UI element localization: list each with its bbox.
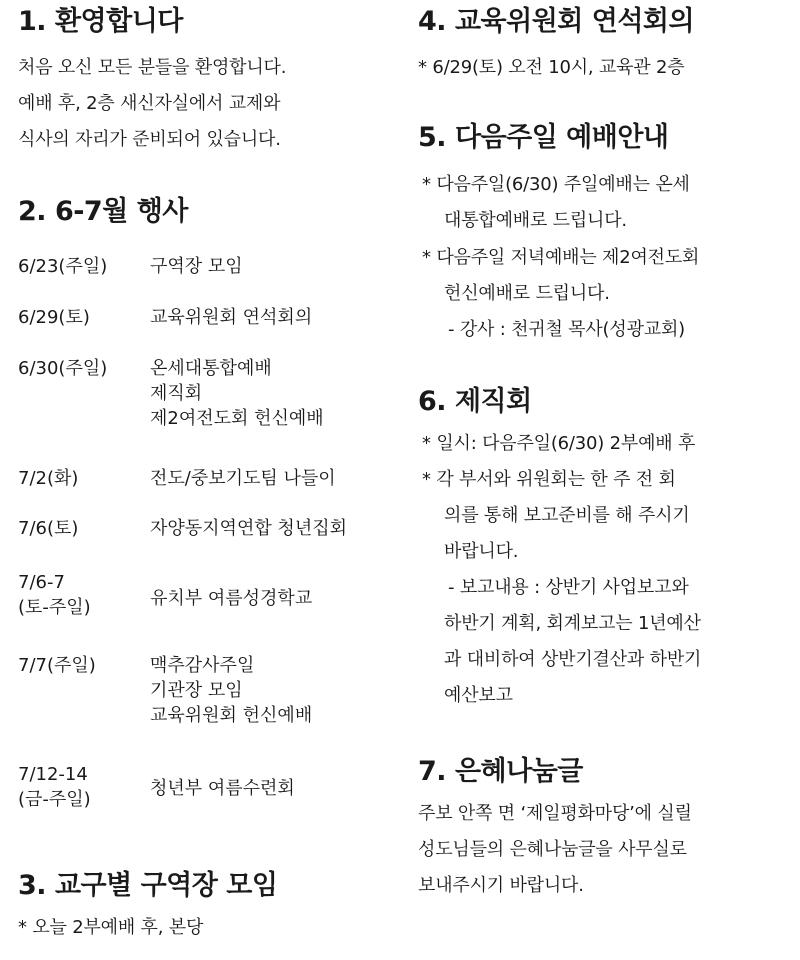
council-bullet-2: * 각 부서와 위원회는 한 주 전 회 의를 통해 보고준비를 해 주시기 바랍니다. <box>422 469 690 562</box>
event-date: 7/2(화) <box>18 468 79 489</box>
grace-heading: 7. 은혜나눔글 <box>418 756 583 787</box>
event-date: 7/6(토) <box>18 518 79 539</box>
education-text <box>418 50 684 86</box>
grace-line: 주보 안쪽 면 ‘제일평화마당’에 실릴 <box>418 803 692 824</box>
council-report-note: - 보고내용 : 상반기 사업보고와 하반기 계획, 회계보고는 1년예산 과 대비하여 상반기결산과 하반기 예산보고 <box>444 577 702 706</box>
district-text <box>18 910 203 946</box>
grace-text <box>418 796 692 904</box>
welcome-text <box>18 50 286 158</box>
welcome-heading: 1. 환영합니다 <box>18 6 183 37</box>
event-desc: 청년부 여름수련회 <box>150 778 295 799</box>
grace-line: 보내주시기 바랍니다. <box>418 875 584 896</box>
event-date: 7/12-14 (금-주일) <box>18 764 91 810</box>
welcome-line: 예배 후, 2층 새신자실에서 교제와 <box>18 93 281 114</box>
event-desc: 전도/중보기도팀 나들이 <box>150 468 336 489</box>
event-desc: 온세대통합예배 제직회 제2여전도회 헌신예배 <box>150 358 324 429</box>
education-heading: 4. 교육위원회 연석회의 <box>418 6 695 37</box>
district-heading: 3. 교구별 구역장 모임 <box>18 870 278 901</box>
event-date: 6/30(주일) <box>18 358 108 379</box>
event-date: 7/7(주일) <box>18 655 96 676</box>
welcome-line: 처음 오신 모든 분들을 환영합니다. <box>18 57 287 78</box>
council-heading: 6. 제직회 <box>418 386 532 417</box>
event-desc: 맥추감사주일 기관장 모임 교육위원회 헌신예배 <box>150 655 313 726</box>
event-desc: 자양동지역연합 청년집회 <box>150 518 347 539</box>
event-desc: 구역장 모임 <box>150 256 243 277</box>
event-date: 6/23(주일) <box>18 256 108 277</box>
education-line: * 6/29(토) 오전 10시, 교육관 2층 <box>418 57 685 78</box>
next-week-bullet-2: * 다음주일 저녁예배는 제2여전도회 헌신예배로 드립니다. - 강사 : 천귀철 목사(성광교회) <box>422 247 700 340</box>
events-heading: 2. 6-7월 행사 <box>18 196 188 227</box>
event-desc: 유치부 여름성경학교 <box>150 588 313 609</box>
event-desc: 교육위원회 연석회의 <box>150 307 313 328</box>
welcome-line: 식사의 자리가 준비되어 있습니다. <box>18 129 281 150</box>
next-week-heading: 5. 다음주일 예배안내 <box>418 122 669 153</box>
district-line: * 오늘 2부예배 후, 본당 <box>18 917 204 938</box>
council-bullet-1: * 일시: 다음주일(6/30) 2부예배 후 <box>422 433 696 454</box>
grace-line: 성도님들의 은혜나눔글을 사무실로 <box>418 839 687 860</box>
event-date: 7/6-7 (토-주일) <box>18 572 91 618</box>
next-week-bullet-1: * 다음주일(6/30) 주일예배는 온세 대통합예배로 드립니다. <box>422 174 690 231</box>
event-date: 6/29(토) <box>18 307 90 328</box>
